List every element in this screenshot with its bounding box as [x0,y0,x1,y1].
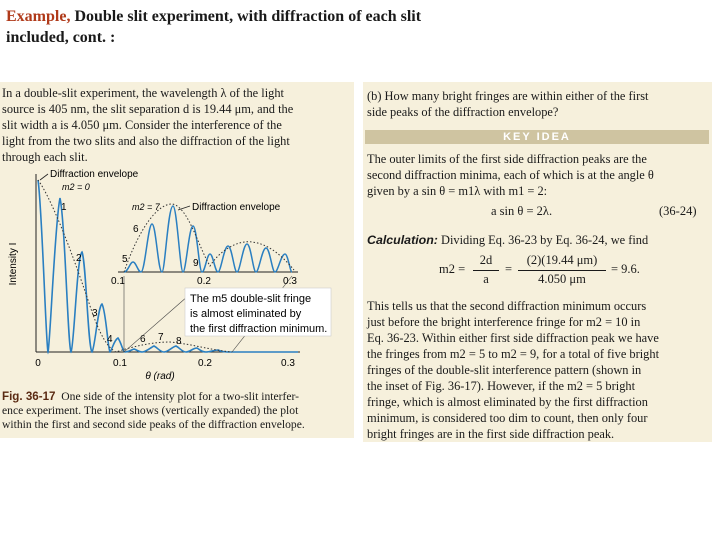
body-line-8: minimum, is considered too dim to count, then only four [367,411,648,425]
calculation-text: Dividing Eq. 36-23 by Eq. 36-24, we find [437,233,649,247]
fringe-7: 7 [158,332,164,343]
body-paragraph [367,298,709,442]
left-paragraph [2,85,350,165]
callout-line-3: the first diffraction minimum. [190,323,328,335]
callout-line-1: The m5 double-slit fringe [190,293,312,305]
left-line-4: light from the two slits and also the diffraction of the light [2,134,290,148]
equation-number: (36-24) [659,204,697,218]
caption-label: Fig. 36-17 [2,390,56,403]
caption-line-3: within the first and second side peaks of the diffraction envelope. [2,418,305,431]
inset-fringe-6: 6 [133,224,139,235]
fringe-2: 2 [76,253,82,264]
inset-tick-0.3: 0.3 [283,276,297,287]
figure-caption [2,390,352,432]
envelope-label-main: Diffraction envelope [50,169,139,180]
fringe-3: 3 [92,308,98,319]
eq2-frac1-num: 2d [479,253,493,267]
key-line-3: given by a sin θ = m1λ with m1 = 2: [367,184,548,198]
eq2-frac2-den: 4.050 μm [538,272,586,286]
inset-fringe-5: 5 [122,254,128,265]
body-line-5: fringes of the double-slit interference pattern (shown in [367,363,642,377]
x-axis-label: θ (rad) [145,371,175,382]
eq2-lhs: m2 = [439,262,466,276]
inset-tick-0.1: 0.1 [111,276,125,287]
question-line-2: side peaks of the diffraction envelope? [367,105,559,119]
right-panel: (b) How many bright fringes are within either of the first side peaks of the diffraction envelope? KEY IDEA The outer limits of the first side diffraction peaks are the second diffraction minima, each of which is at the angle θ given by a sin θ = m1λ with m1 = 2: a sin θ = 2λ. (36-24) Calculation: Dividing Eq. 36-23 by Eq. 36-24, we find m2 = 2d a = (2)(19.44 μm) 4.050 μm = 9.6. This tells us that the second diffraction minimum occurs just before the bright interference fringe for m2 = 10 in Eq. 36-23. Within either first side diffraction peak we have the fringes from m2 = 5 to m2 = 9, for a total of five bright fringes of the double-slit interference pattern (shown in the inset of Fig. 36-17). However, if the m2 = 5 bright fringe, which is almost eliminated by the first diffraction minimum, is considered too dim to count, then only four bright fringes are in the first side diffraction peak. [363,82,712,442]
tick-0.3: 0.3 [281,358,295,369]
key-line-2: second diffraction minima, each of which is at the angle θ [367,168,654,182]
question-line-1: (b) How many bright fringes are within either of the first [367,89,649,103]
eq2-frac2-num: (2)(19.44 μm) [526,253,598,267]
tick-0.1: 0.1 [113,358,127,369]
left-line-2: source is 405 nm, the slit separation d is 19.44 μm, and the [2,102,294,116]
slide-title [6,6,426,48]
eq2-frac1-den: a [483,272,489,286]
key-idea-bar: KEY IDEA [365,130,709,144]
eq2-result: = 9.6. [611,262,640,276]
fringe-8: 8 [176,336,182,347]
body-line-1: This tells us that the second diffraction minimum occurs [367,299,647,313]
m7-label: m2 = 7 [132,202,160,212]
body-line-9: bright fringes are in the first side diffraction peak. [367,427,615,441]
question-paragraph [367,88,709,120]
body-line-7: fringe, which is almost eliminated by the first diffraction [367,395,648,409]
title-highlight: Example, [6,8,71,25]
fringe-6: 6 [140,334,146,345]
left-line-5: through each slit. [2,150,88,164]
inset-envelope [124,204,294,272]
envelope-label-inset: Diffraction envelope [192,202,281,213]
fringe-4: 4 [107,334,113,345]
left-panel [0,82,354,438]
calculation-line [367,232,709,248]
equation-36-24: a sin θ = 2λ. [491,204,553,218]
body-line-6: the inset of Fig. 36-17). However, if the m2 = 5 bright [367,379,636,393]
body-line-4: the fringes from m2 = 5 to m2 = 9, for a total of five bright [367,347,660,361]
m0-label: m2 = 0 [62,182,90,192]
caption-line-2: ence experiment. The inset shows (vertically expanded) the plot [2,404,299,417]
key-line-1: The outer limits of the first side diffraction peaks are the [367,152,647,166]
tick-0: 0 [35,358,41,369]
inset-fringe-curve [124,206,292,272]
fringe-1: 1 [61,202,67,213]
caption-line-1: One side of the intensity plot for a two-slit interfer- [61,390,299,403]
y-axis-label: Intensity I [8,242,19,286]
tick-0.2: 0.2 [198,358,212,369]
body-line-2: just before the bright interference fringe for m2 = 10 in [367,315,641,329]
left-line-3: slit width a is 4.050 μm. Consider the interference of the [2,118,282,132]
calculation-label: Calculation: [367,233,438,247]
body-line-3: Eq. 36-23. Within either first side diffraction peak we have [367,331,659,345]
key-idea-paragraph [367,151,709,199]
inset-fringe-9: 9 [193,258,199,269]
callout-line-2: is almost eliminated by [190,308,302,320]
title-rest: Double slit experiment, with diffraction of each slit included, cont. : [6,8,422,46]
left-line-1: In a double-slit experiment, the wavelength λ of the light [2,86,284,100]
intensity-figure [0,166,354,388]
inset-tick-0.2: 0.2 [197,276,211,287]
